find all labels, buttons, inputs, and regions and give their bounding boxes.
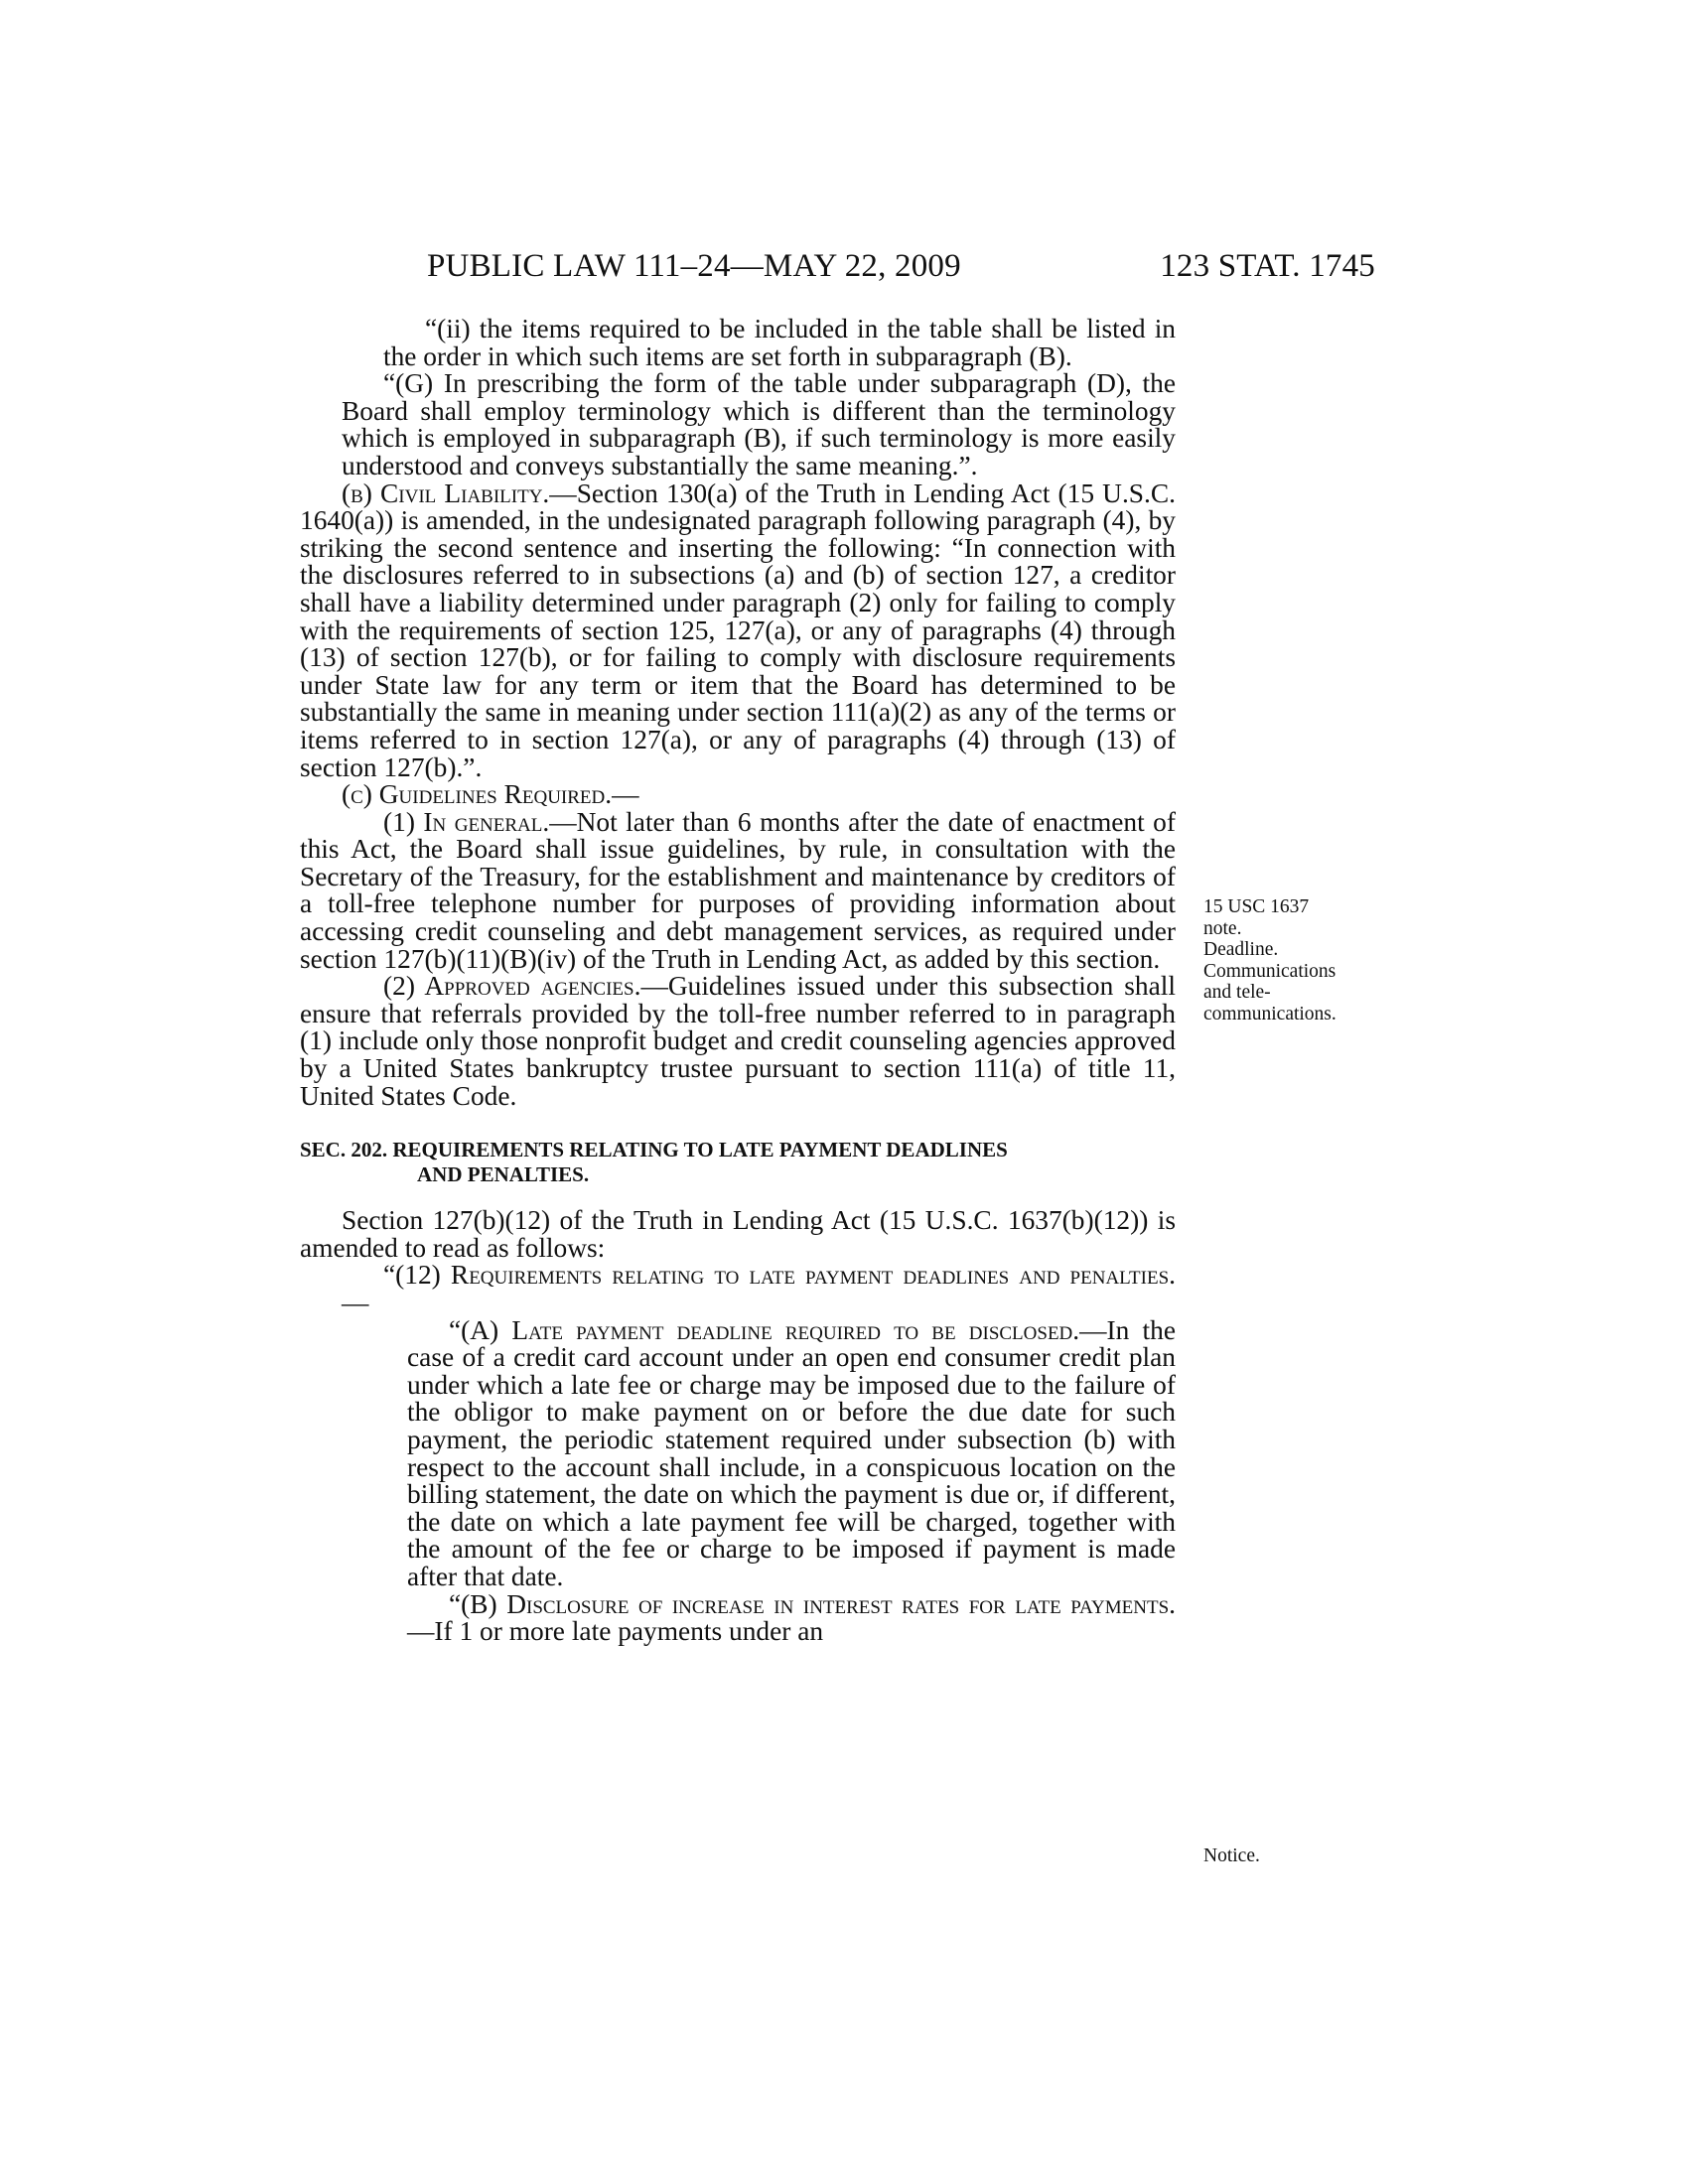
margin-note-telecommunications: communications. — [1203, 1003, 1336, 1024]
paragraph-2-text: —Guidelines issued under this subsection shall ensure that referrals provided by the toll-free number referred to in paragraph (1) include only those nonprofit budget and credit counseling agencies approved by a United States bankruptcy trustee pursuant to section 111(a) of title 11, United States Code. — [300, 971, 1176, 1111]
subparagraph-b — [300, 1588, 1176, 1647]
margin-note-note: note. — [1203, 917, 1242, 939]
section-heading — [300, 1138, 1176, 1187]
subparagraph-g: “(G) In prescribing the form of the table under subparagraph (D), the Board shall employ terminology which is different than the terminology which is employed in subparagraph (B), if such terminology is more easily understood and conveys substantially the same meaning.”. — [342, 368, 1176, 480]
header-title: PUBLIC LAW 111–24—MAY 22, 2009 — [427, 248, 961, 284]
margin-note-deadline — [1203, 896, 1402, 1024]
clause-ii: “(ii) the items required to be included in the table shall be listed in the order in which such items are set forth in subparagraph (B). — [383, 314, 1176, 371]
section-heading-line1: SEC. 202. REQUIREMENTS RELATING TO LATE PAYMENT DEADLINES — [300, 1138, 1008, 1162]
subsection-b-heading: (b) Civil Liability. — [342, 478, 550, 508]
subparagraph-a-text: —In the case of a credit card account under an open end consumer credit plan under which a late fee or charge may be imposed due to the failure of the obligor to make payment on or before the due date for such payment, the periodic statement required under subsection (b) with respect to the account shall include, in a conspicuous location on the billing statement, the date on which the payment is due or, if different, the date on which a late payment fee will be charged, together with the amount of the fee or charge to be imposed if payment is made after that date. — [407, 1314, 1176, 1591]
subsection-b — [300, 480, 1176, 782]
running-header — [427, 248, 1375, 288]
subsection-c-dash: — — [612, 779, 639, 810]
margin-note-deadline-label: Deadline. — [1203, 939, 1279, 960]
subsection-b-text: —Section 130(a) of the Truth in Lending Act (15 U.S.C. 1640(a)) is amended, in the undesignated paragraph following paragraph (4), by striking the second sentence and inserting the following: “In connection with the disclosures referred to in subsections (a) and (b) of section 127, a creditor shall have a liability determined under paragraph (2) only for failing to comply with the requirements of section 125, 127(a), or any of paragraphs (4) through (13) of section 127(b), or for failing to comply with disclosure requirements under State law for any term or item that the Board has determined to be substantially the same in meaning under section 111(a)(2) as any of the terms or items referred to in section 127(a), or any of paragraphs (4) through (13) of section 127(b).”. — [300, 478, 1176, 782]
paragraph-1 — [300, 806, 1176, 974]
paragraph-12 — [300, 1262, 1176, 1316]
margin-note-communications: Communications — [1203, 960, 1336, 982]
margin-note-citation: 15 USC 1637 — [1203, 896, 1310, 917]
page-number: 123 STAT. 1745 — [1160, 248, 1375, 284]
margin-note-notice: Notice. — [1203, 1845, 1260, 1866]
subparagraph-a-heading: “(A) Late payment deadline required to be disclosed. — [449, 1314, 1080, 1345]
paragraph-12-heading: “(12) Requirements relating to late payment deadlines and penalties. — [383, 1260, 1176, 1291]
section-202-intro: Section 127(b)(12) of the Truth in Lending Act (15 U.S.C. 1637(b)(12)) is amended to read as follows: — [300, 1205, 1176, 1263]
subparagraph-a — [300, 1314, 1176, 1591]
paragraph-1-heading: (1) In general. — [383, 806, 550, 837]
subsection-c-heading: (c) Guidelines Required. — [342, 779, 613, 810]
paragraph-2 — [300, 973, 1176, 1110]
subparagraph-b-text: —If 1 or more late payments under an — [407, 1616, 824, 1647]
paragraph-12-dash: — — [342, 1288, 369, 1317]
paragraph-2-heading: (2) Approved agencies. — [383, 971, 641, 1002]
main-text — [300, 316, 1176, 1646]
subsection-c — [300, 781, 1176, 809]
subparagraph-b-heading: “(B) Disclosure of increase in interest rates for late payments. — [449, 1588, 1176, 1619]
paragraph-1-text: —Not later than 6 months after the date of enactment of this Act, the Board shall issue guidelines, by rule, in consultation with the Secretary of the Treasury, for the establishment and maintenance by creditors of a toll-free telephone number for purposes of providing information about accessing credit counseling and debt management services, as required under section 127(b)(11)(B)(iv) of the Truth in Lending Act, as added by this section. — [300, 806, 1176, 974]
section-heading-line2: AND PENALTIES. — [417, 1162, 590, 1187]
margin-note-tele: and tele- — [1203, 982, 1271, 1003]
